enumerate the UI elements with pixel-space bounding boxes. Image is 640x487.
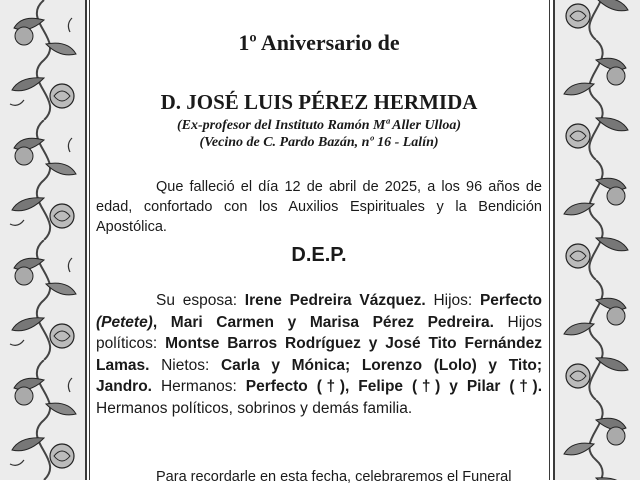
frame-line-left-inner — [89, 0, 90, 480]
obituary-content — [96, 0, 542, 485]
rose-vine-icon — [0, 0, 87, 480]
dep-label: D.E.P. — [291, 244, 347, 266]
floral-border-right — [553, 0, 640, 480]
frame-line-right-outer — [553, 0, 555, 480]
deceased-name: D. JOSÉ LUIS PÉREZ HERMIDA — [160, 90, 478, 114]
floral-border-left — [0, 0, 87, 480]
funeral-paragraph: Para recordarle en esta fecha, celebraremos el Funeral — [156, 469, 512, 485]
frame-line-right-inner — [549, 0, 550, 480]
intro-paragraph: Que falleció el día 12 de abril de 2025, a los 96 años de edad, confortado con los Auxilios Espirituales y la Bendición Apostólica. — [96, 179, 542, 235]
esposa-label: Su esposa: — [156, 292, 245, 309]
hijo-name: Perfecto — [479, 292, 542, 309]
politicos-names: Montse Barros Rodríguez y José Tito Fernández Lamas. — [96, 335, 542, 374]
anniversary-title: 1º Aniversario de — [238, 30, 400, 55]
subtitle-profession: (Ex-profesor del Instituto Ramón Mª Aller Ulloa) — [176, 118, 461, 133]
hijos-names: , Mari Carmen y Marisa Pérez Pedreira. — [152, 313, 494, 331]
closing-family: Hermanos políticos, sobrinos y demás familia. — [96, 399, 413, 417]
hijos-label: Hijos: — [425, 292, 480, 309]
rose-vine-icon — [553, 0, 640, 480]
hermanos-label: Hermanos: — [151, 378, 246, 395]
politicos-label: Hijos políticos: — [96, 313, 542, 352]
esposa-name: Irene Pedreira Vázquez. — [244, 292, 426, 309]
subtitle-address: (Vecino de C. Pardo Bazán, nº 16 - Lalín) — [199, 135, 439, 150]
hijo-nickname: (Petete) — [96, 313, 153, 331]
frame-line-left-outer — [85, 0, 87, 480]
family-paragraph — [96, 290, 542, 419]
nietos-label: Nietos: — [149, 356, 221, 374]
nietos-names: Carla y Mónica; Lorenzo (Lolo) y Tito; Jandro. — [96, 356, 542, 395]
hermanos-names: Perfecto (†), Felipe (†) y Pilar (†). — [245, 378, 542, 395]
